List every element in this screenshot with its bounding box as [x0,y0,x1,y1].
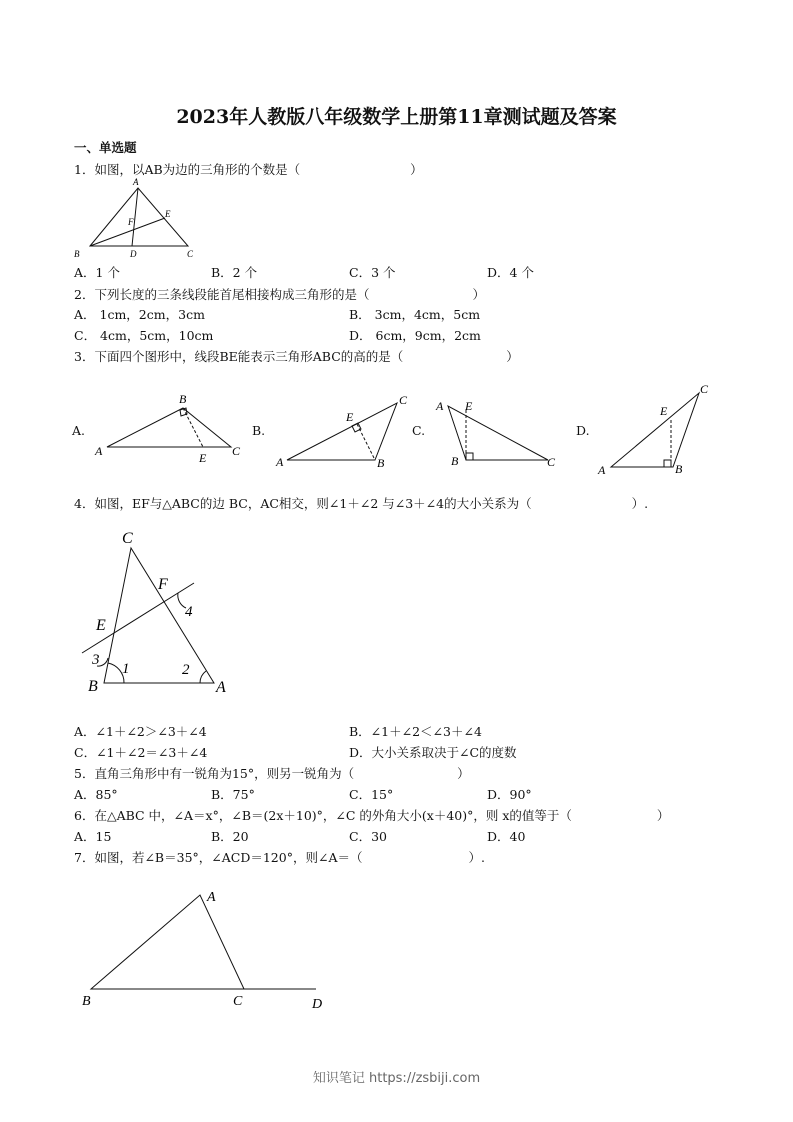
q1-option-d: D．4 个 [487,265,534,280]
q2-option-a: A． 1cm，2cm，3cm [74,307,205,322]
q4-label-c: C [122,530,133,547]
q3c-label-e: E [465,399,473,413]
q4-angle-4: 4 [185,604,193,620]
q4-figure [78,528,248,698]
q1-stem [74,162,423,177]
q5-option-b: B．75° [211,787,255,802]
q3b-label-c: C [399,393,408,407]
q6-stem-text: 6．在△ABC 中，∠A＝x°，∠B＝(2x＋10)°，∠C 的外角大小(x＋40)°，则 x的值等于（ [74,808,572,823]
q7-close: ）. [468,850,485,865]
q3-option-c: C. [412,423,426,438]
q3d-label-e: E [660,404,668,418]
q6-option-c: C．30 [349,829,387,844]
q6-stem [74,808,669,823]
q6-option-b: B．20 [211,829,249,844]
q1-stem-text: 1．如图，以AB为边的三角形的个数是（ [74,162,301,177]
q1-label-d: D [130,249,137,259]
page-title: 2023年人教版八年级数学上册第11章测试题及答案 [176,106,617,128]
q3-close: ） [506,349,519,364]
q2-stem-text: 2．下列长度的三条线段能首尾相接构成三角形的是（ [74,287,370,302]
q1-option-b: B．2 个 [211,265,258,280]
q3b-label-a: A [276,455,284,469]
q5-stem-text: 5．直角三角形中有一锐角为15°，则另一锐角为（ [74,766,355,781]
q3-stem-text: 3．下面四个图形中，线段BE能表示三角形ABC的高的是（ [74,349,404,364]
q3-option-b: B. [252,423,266,438]
q4-angle-1: 1 [122,661,130,677]
q5-option-c: C．15° [349,787,394,802]
q3-figure-c [430,394,570,474]
q5-stem [74,766,470,781]
q3d-label-a: A [598,463,606,477]
q7-label-c: C [233,994,243,1009]
q1-label-f: F [128,217,134,227]
q2-option-c: C． 4cm，5cm，10cm [74,328,214,343]
q4-label-b: B [88,678,98,695]
q3a-label-a: A [95,444,103,458]
q3c-label-a: A [436,399,444,413]
q7-stem [74,850,485,865]
q4-option-d: D．大小关系取决于∠C的度数 [349,745,517,760]
q3b-label-b: B [377,456,385,470]
q3d-label-c: C [700,382,709,396]
q3b-label-e: E [346,410,354,424]
q7-stem-text: 7．如图，若∠B＝35°，∠ACD＝120°，则∠A＝（ [74,850,363,865]
q7-label-b: B [82,994,91,1009]
q7-label-d: D [312,997,323,1012]
q4-stem [74,496,648,511]
q1-label-e: E [165,209,171,219]
section-heading: 一、单选题 [74,140,137,155]
q3-option-d: D. [576,423,590,438]
q3a-label-c: C [232,444,241,458]
q4-label-a: A [216,679,226,696]
q7-label-a: A [207,890,216,905]
q6-option-d: D．40 [487,829,526,844]
q2-stem [74,287,485,302]
q3-option-a: A. [72,423,86,438]
q4-option-c: C．∠1＋∠2＝∠3＋∠4 [74,745,208,760]
q4-close: ）. [631,496,649,511]
q3-figure-d [595,378,720,478]
q4-option-b: B．∠1＋∠2＜∠3＋∠4 [349,724,482,739]
q5-option-a: A．85° [74,787,118,802]
q2-option-b: B． 3cm，4cm，5cm [349,307,481,322]
q1-figure [70,178,210,260]
q5-close: ） [457,766,470,781]
q3-figure-a [95,390,255,470]
q1-option-a: A．1 个 [74,265,120,280]
q3a-label-e: E [199,451,207,465]
q4-option-a: A．∠1＋∠2＞∠3＋∠4 [74,724,207,739]
q6-option-a: A．15 [74,829,112,844]
q4-label-e: E [96,617,106,634]
q6-close: ） [656,808,670,823]
q4-angle-3: 3 [92,652,100,668]
q4-angle-2: 2 [182,662,190,678]
q3c-label-b: B [451,454,459,468]
q1-close: ） [410,162,423,177]
q1-option-c: C．3 个 [349,265,396,280]
q5-option-d: D．90° [487,787,532,802]
page-footer[interactable]: 知识笔记 https://zsbiji.com [312,1071,481,1086]
q2-option-d: D． 6cm，9cm，2cm [349,328,481,343]
q3-figure-b [275,388,425,473]
q3-stem [74,349,519,364]
q1-label-a: A [133,177,139,187]
q1-label-b: B [74,249,80,259]
q1-label-c: C [187,249,194,259]
q7-figure [78,884,338,1014]
q3d-label-b: B [675,462,683,476]
q4-label-f: F [158,576,168,593]
q4-stem-text: 4．如图，EF与△ABC的边 BC，AC相交，则∠1＋∠2 与∠3＋∠4的大小关系为（ [74,496,532,511]
q3c-label-c: C [547,455,556,469]
q3a-label-b: B [179,392,187,406]
q2-close: ） [472,287,485,302]
